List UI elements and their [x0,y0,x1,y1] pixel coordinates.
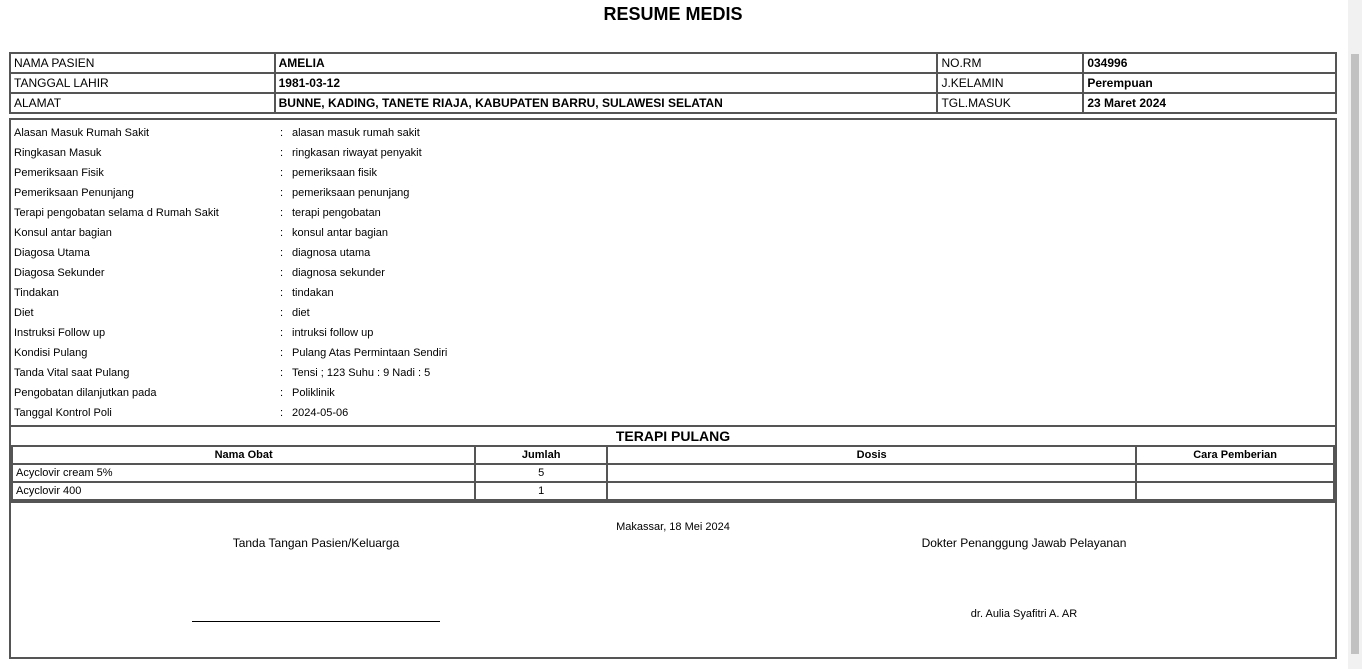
patient-signature-label: Tanda Tangan Pasien/Keluarga [232,536,400,550]
drug-dose [607,464,1136,482]
drug-name: Acyclovir cream 5% [12,464,475,482]
detail-label: Instruksi Follow up [14,327,106,339]
table-row [10,93,1336,113]
detail-colon: : [280,167,284,179]
detail-colon: : [280,327,284,339]
detail-value: ringkasan riwayat penyakit [292,147,422,159]
address-label: ALAMAT [10,93,275,113]
list-item [11,283,1335,303]
column-header: Cara Pemberian [1136,446,1334,464]
table-row [10,53,1336,73]
detail-value: pemeriksaan penunjang [292,187,410,199]
column-header: Dosis [607,446,1136,464]
doctor-name: dr. Aulia Syafitri A. AR [970,608,1078,620]
detail-colon: : [280,407,284,419]
page-title: RESUME MEDIS [603,4,743,24]
signature-section [11,501,1335,657]
detail-label: Ringkasan Masuk [14,147,102,159]
detail-value: 2024-05-06 [292,407,349,419]
scrollbar-thumb[interactable] [1351,54,1359,654]
patient-identity-table [9,52,1337,114]
list-item [11,143,1335,163]
list-item [11,323,1335,343]
detail-value: konsul antar bagian [292,227,389,239]
detail-label: Tanda Vital saat Pulang [14,367,130,379]
detail-value: intruksi follow up [292,327,374,339]
name-label: NAMA PASIEN [10,53,275,73]
detail-value: diagnosa utama [292,247,371,259]
table-header-row [12,446,1334,464]
sex-value: Perempuan [1083,73,1336,93]
list-item [11,183,1335,203]
list-item [11,343,1335,363]
detail-label: Pemeriksaan Penunjang [14,187,134,199]
detail-colon: : [280,367,284,379]
drug-route [1136,482,1334,500]
drug-name: Acyclovir 400 [12,482,475,500]
table-row [12,482,1334,500]
detail-label: Konsul antar bagian [14,227,112,239]
doctor-signature-label: Dokter Penanggung Jawab Pelayanan [921,536,1127,550]
signature-line [192,621,440,622]
detail-label: Pengobatan dilanjutkan pada [14,387,157,399]
detail-colon: : [280,127,284,139]
drug-qty: 1 [475,482,607,500]
detail-value: diagnosa sekunder [292,267,385,279]
detail-colon: : [280,387,284,399]
detail-label: Alasan Masuk Rumah Sakit [14,127,150,139]
sex-label: J.KELAMIN [937,73,1083,93]
list-item [11,263,1335,283]
detail-label: Diagosa Utama [14,247,90,259]
dob-label: TANGGAL LAHIR [10,73,275,93]
detail-value: pemeriksaan fisik [292,167,377,179]
detail-label: Diagosa Sekunder [14,267,105,279]
list-item [11,203,1335,223]
list-item [11,403,1335,423]
detail-value: diet [292,307,310,319]
detail-value: Pulang Atas Permintaan Sendiri [292,347,448,359]
drug-route [1136,464,1334,482]
column-header: Jumlah [475,446,607,464]
rm-number: 034996 [1083,53,1336,73]
admit-date: 23 Maret 2024 [1083,93,1336,113]
table-row [10,73,1336,93]
patient-name: AMELIA [275,53,938,73]
detail-colon: : [280,247,284,259]
resume-section [9,118,1337,659]
detail-label: Diet [14,307,34,319]
detail-value: tindakan [292,287,334,299]
detail-colon: : [280,187,284,199]
column-header: Nama Obat [12,446,475,464]
medical-resume-document [9,0,1337,659]
detail-value: Tensi ; 123 Suhu : 9 Nadi : 5 [292,367,431,379]
address-value: BUNNE, KADING, TANETE RIAJA, KABUPATEN BARRU, SULAWESI SELATAN [275,93,938,113]
detail-colon: : [280,267,284,279]
detail-colon: : [280,147,284,159]
detail-label: Tindakan [14,287,59,299]
list-item [11,123,1335,143]
detail-value: terapi pengobatan [292,207,381,219]
detail-label: Tanggal Kontrol Poli [14,407,112,419]
list-item [11,243,1335,263]
table-row [12,464,1334,482]
vertical-scrollbar[interactable] [1348,0,1362,669]
drug-dose [607,482,1136,500]
list-item [11,303,1335,323]
details-list [11,120,1335,425]
admit-label: TGL.MASUK [937,93,1083,113]
detail-colon: : [280,207,284,219]
list-item [11,223,1335,243]
rm-label: NO.RM [937,53,1083,73]
detail-value: alasan masuk rumah sakit [292,127,420,139]
place-date: Makassar, 18 Mei 2024 [616,521,730,533]
list-item [11,383,1335,403]
detail-colon: : [280,287,284,299]
detail-value: Poliklinik [292,387,335,399]
detail-label: Terapi pengobatan selama d Rumah Sakit [14,207,219,219]
list-item [11,363,1335,383]
therapy-table [11,445,1335,501]
detail-label: Kondisi Pulang [14,347,88,359]
detail-colon: : [280,227,284,239]
drug-qty: 5 [475,464,607,482]
therapy-heading: TERAPI PULANG [11,425,1335,445]
detail-colon: : [280,347,284,359]
date-of-birth: 1981-03-12 [275,73,938,93]
list-item [11,163,1335,183]
detail-label: Pemeriksaan Fisik [14,167,104,179]
detail-colon: : [280,307,284,319]
